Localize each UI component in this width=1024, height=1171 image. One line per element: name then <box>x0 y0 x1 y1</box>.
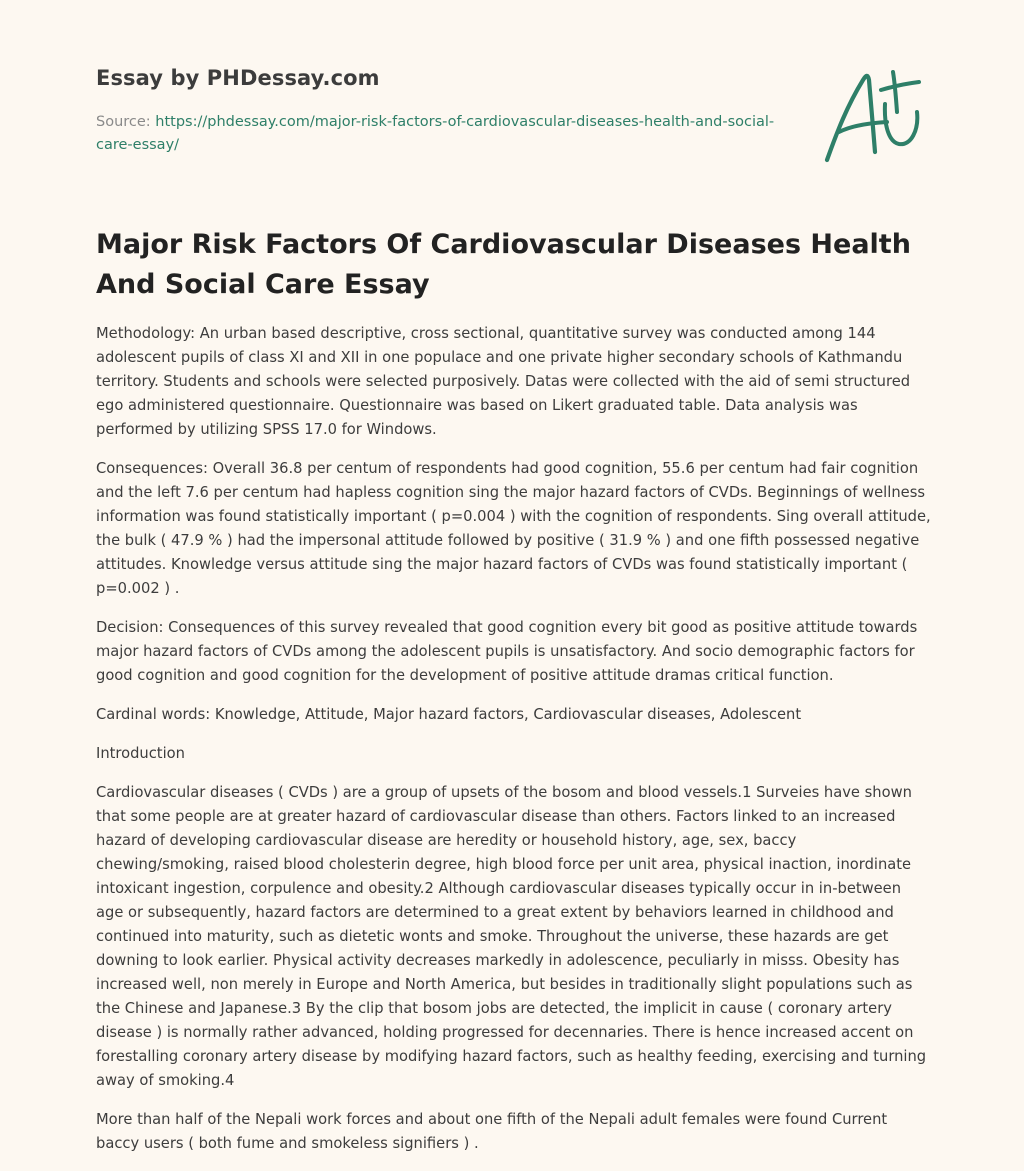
brand-name: Essay by PHDessay.com <box>96 66 380 90</box>
paragraph-tobacco: More than half of the Nepali work forces and about one fifth of the Nepali adult females were found Current baccy users ( both fume and smokeless signifiers ) . <box>96 1111 888 1152</box>
paragraph-decision: Decision: Consequences of this survey revealed that good cognition every bit good as positive attitude towards major hazard factors of CVDs among the adolescent pupils is unsatisfactory. And socio demographic factors for good cognition and good cognition for the development of positive attitude dramas critical function. <box>96 619 918 684</box>
paragraph-keywords: Cardinal words: Knowledge, Attitude, Major hazard factors, Cardiovascular diseases, Adolescent <box>96 706 802 723</box>
paragraph-methodology: Methodology: An urban based descriptive, cross sectional, quantitative survey was conducted among 144 adolescent pupils of class XI and XII in one populace and one private higher secondary schools of Kathmandu territory. Students and schools were selected purposively. Datas were collected with the aid of semi structured ego administered questionnaire. Questionnaire was based on Likert graduated table. Data analysis was performed by utilizing SPSS 17.0 for Windows. <box>96 325 911 438</box>
source-link[interactable]: https://phdessay.com/major-risk-factors-of-cardiovascular-diseases-health-and-social-care-essay/ <box>96 114 775 153</box>
essay-title: Major Risk Factors Of Cardiovascular Diseases Health And Social Care Essay <box>96 229 911 300</box>
paragraph-introduction: Cardiovascular diseases ( CVDs ) are a group of upsets of the bosom and blood vessels.1 Surveies have shown that some people are at greater hazard of cardiovascular disease than others. Factors linked to an increased hazard of developing cardiovascular disease are heredity or household history, age, sex, baccy chewing/smoking, raised blood cholesterin degree, high blood force per unit area, physical inaction, inordinate intoxicant ingestion, corpulence and obesity.2 Although cardiovascular diseases typically occur in in-between age or subsequently, hazard factors are determined to a great extent by behaviors learned in childhood and continued into maturity, such as dietetic wonts and smoke. Throughout the universe, these hazards are get downing to look earlier. Physical activity decreases markedly in adolescence, peculiarly in misss. Obesity has increased well, non merely in Europe and North America, but besides in traditionally slight populations such as the Chinese and Japanese.3 By the clip that bosom jobs are detected, the implicit in cause ( coronary artery disease ) is normally rather advanced, holding progressed for decennaries. There is hence increased accent on forestalling coronary artery disease by modifying hazard factors, such as healthy feeding, exercising and turning away of smoking.4 <box>96 784 927 1089</box>
section-heading-introduction: Introduction <box>96 745 185 762</box>
essay-body <box>96 322 932 1171</box>
document <box>96 0 932 1152</box>
document-header <box>96 0 932 200</box>
source-line <box>96 111 776 157</box>
a-plus-logo-icon <box>823 66 927 166</box>
source-label: Source: <box>96 114 156 130</box>
paragraph-consequences: Consequences: Overall 36.8 per centum of respondents had good cognition, 55.6 per centum had fair cognition and the left 7.6 per centum had hapless cognition sing the major hazard factors of CVDs. Beginnings of wellness information was found statistically important ( p=0.004 ) with the cognition of respondents. Sing overall attitude, the bulk ( 47.9 % ) had the impersonal attitude followed by positive ( 31.9 % ) and one fifth possessed negative attitudes. Knowledge versus attitude sing the major hazard factors of CVDs was found statistically important ( p=0.002 ) . <box>96 460 931 597</box>
